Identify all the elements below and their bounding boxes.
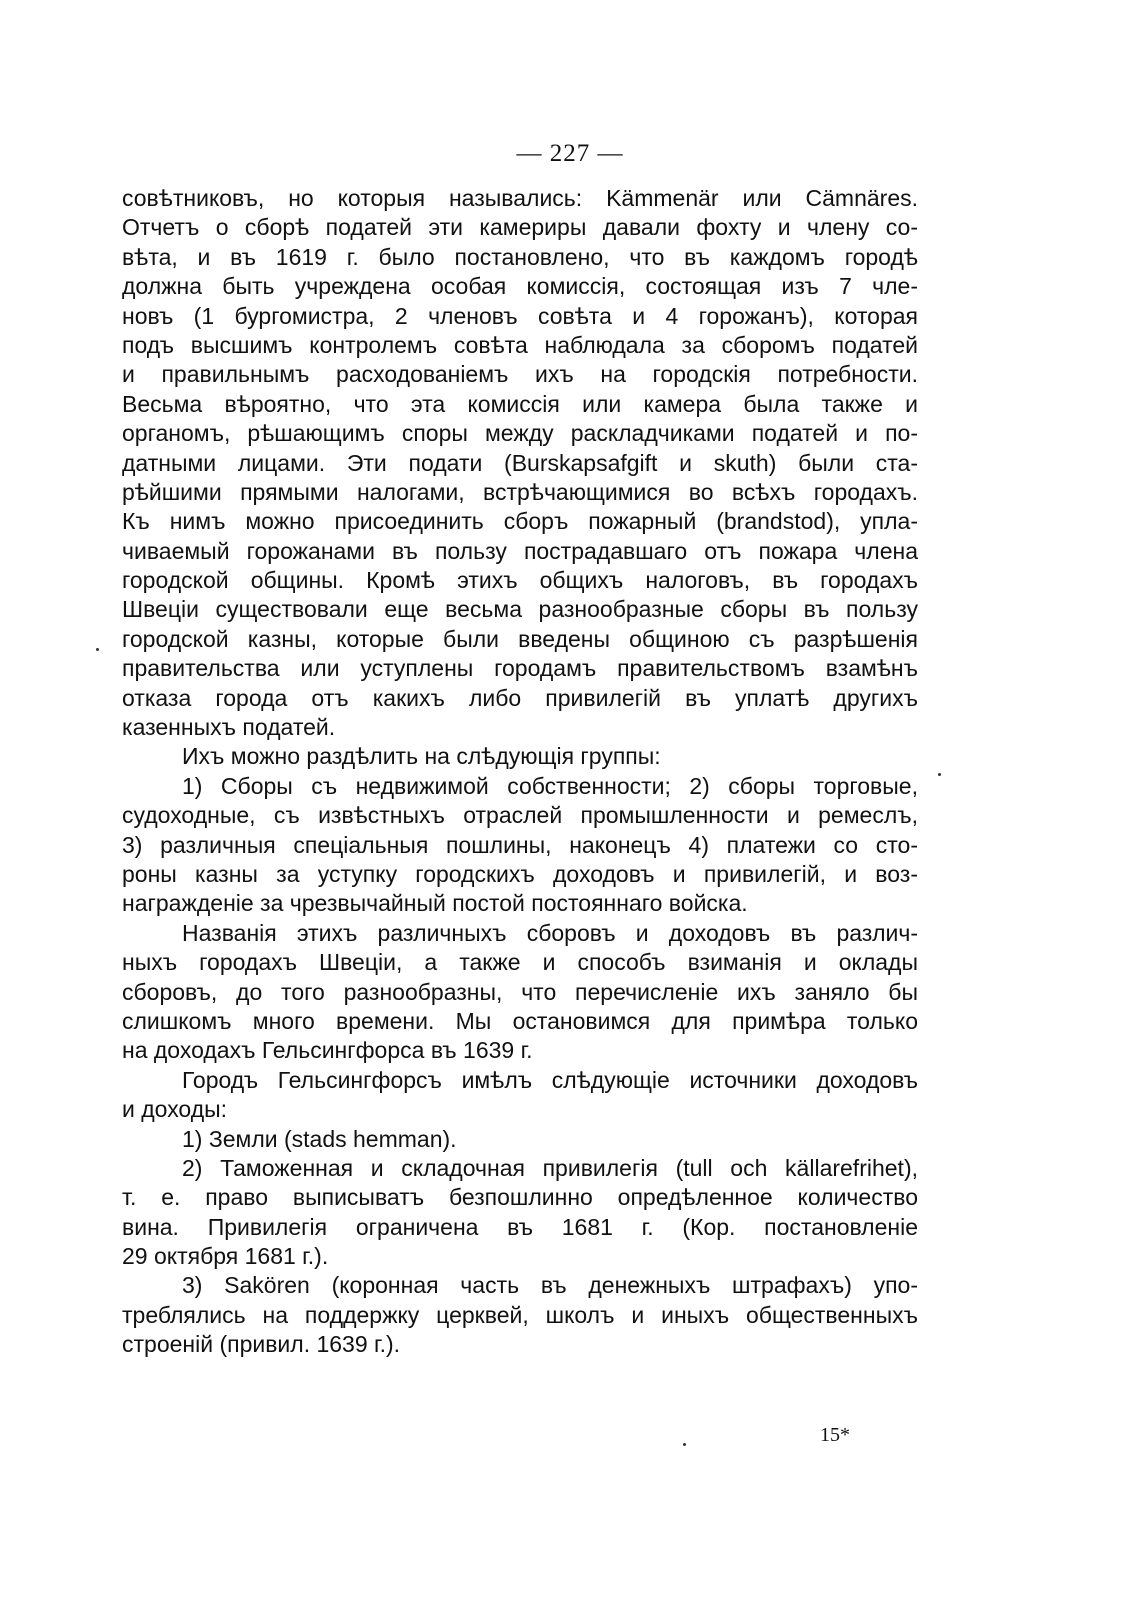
text-line: треблялись на поддержку церквей, школъ и иныхъ общественныхъ	[122, 1301, 918, 1328]
text-line: 2) Таможенная и складочная привилегія (tull och källarefrihet),	[182, 1154, 918, 1181]
text-line: 1) Сборы съ недвижимой собственности; 2) сборы торговые,	[182, 772, 918, 799]
body-text	[122, 184, 918, 1360]
scan-speck	[96, 648, 99, 651]
text-line: судоходные, съ извѣстныхъ отраслей промышленности и ремеслъ,	[122, 802, 918, 829]
text-line: ныхъ городахъ Швеціи, а также и способъ взиманія и оклады	[122, 949, 918, 976]
text-line: Весьма вѣроятно, что эта комиссія или камера была также и	[122, 390, 918, 417]
printer-signature-mark: 15*	[820, 1424, 850, 1446]
text-line: Названія этихъ различныхъ сборовъ и доходовъ въ различ-	[182, 919, 918, 946]
text-line: новъ (1 бургомистра, 2 членовъ совѣта и 4 горожанъ), которая	[122, 302, 918, 329]
text-line: отказа города отъ какихъ либо привилегій въ уплатѣ другихъ	[122, 684, 918, 711]
text-line: т. е. право выписыватъ безпошлинно опредѣленное количество	[122, 1184, 918, 1211]
text-line: правительства или уступлены городамъ правительствомъ взамѣнъ	[122, 655, 918, 682]
scan-speck	[938, 773, 941, 776]
page-number: — 227 —	[516, 140, 624, 167]
scan-speck	[683, 1443, 686, 1446]
text-line: сборовъ, до того разнообразны, что перечисленіе ихъ заняло бы	[122, 978, 918, 1005]
text-line: 3) Sakören (коронная часть въ денежныхъ штрафахъ) упо-	[182, 1272, 918, 1299]
text-line: Къ нимъ можно присоединить сборъ пожарный (brandstod), упла-	[122, 508, 918, 535]
text-line: 1) Земли (stads hemman).	[182, 1125, 457, 1152]
text-line: чиваемый горожанами въ пользу пострадавшаго отъ пожара члена	[122, 537, 918, 564]
text-line: роны казны за уступку городскихъ доходовъ и привилегій, и воз-	[122, 860, 918, 887]
text-line: награжденіе за чрезвычайный постой постояннаго войска.	[122, 890, 748, 917]
text-line: вѣта, и въ 1619 г. было постановлено, что въ каждомъ городѣ	[122, 243, 918, 270]
text-line: и правильнымъ расходованіемъ ихъ на городскія потребности.	[122, 361, 918, 388]
text-line: должна быть учреждена особая комиссія, состоящая изъ 7 чле-	[122, 273, 918, 300]
text-line: казенныхъ податей.	[122, 714, 336, 741]
text-line: Отчетъ о сборѣ податей эти камериры давали фохту и члену со-	[122, 214, 918, 241]
text-line: городской общины. Кромѣ этихъ общихъ налоговъ, въ городахъ	[122, 567, 918, 594]
text-line: строеній (привил. 1639 г.).	[122, 1331, 401, 1358]
text-line: 3) различныя спеціальныя пошлины, наконецъ 4) платежи со сто-	[122, 831, 918, 858]
text-line: городской казны, которые были введены общиною съ разрѣшенія	[122, 625, 918, 652]
text-line: органомъ, рѣшающимъ споры между раскладчиками податей и по-	[122, 420, 918, 447]
text-line: Городъ Гельсингфорсъ имѣлъ слѣдующіе источники доходовъ	[182, 1066, 918, 1093]
text-line: датными лицами. Эти подати (Burskapsafgift и skuth) были ста-	[122, 449, 918, 476]
text-line: Швеціи существовали еще весьма разнообразные сборы въ пользу	[122, 596, 918, 623]
text-line: слишкомъ много времени. Мы остановимся для примѣра только	[122, 1007, 918, 1034]
text-line: рѣйшими прямыми налогами, встрѣчающимися во всѣхъ городахъ.	[122, 478, 918, 505]
text-line: на доходахъ Гельсингфорса въ 1639 г.	[122, 1037, 533, 1064]
text-line: подъ высшимъ контролемъ совѣта наблюдала за сборомъ податей	[122, 331, 918, 358]
text-line: вина. Привилегія ограничена въ 1681 г. (Кор. постановленіе	[122, 1213, 918, 1240]
text-line: совѣтниковъ, но которыя назывались: Kämmenär или Cämnäres.	[122, 185, 918, 211]
text-line: и доходы:	[122, 1096, 228, 1123]
text-line: 29 октября 1681 г.).	[122, 1243, 329, 1270]
text-line: Ихъ можно раздѣлить на слѣдующія группы:	[182, 743, 661, 770]
